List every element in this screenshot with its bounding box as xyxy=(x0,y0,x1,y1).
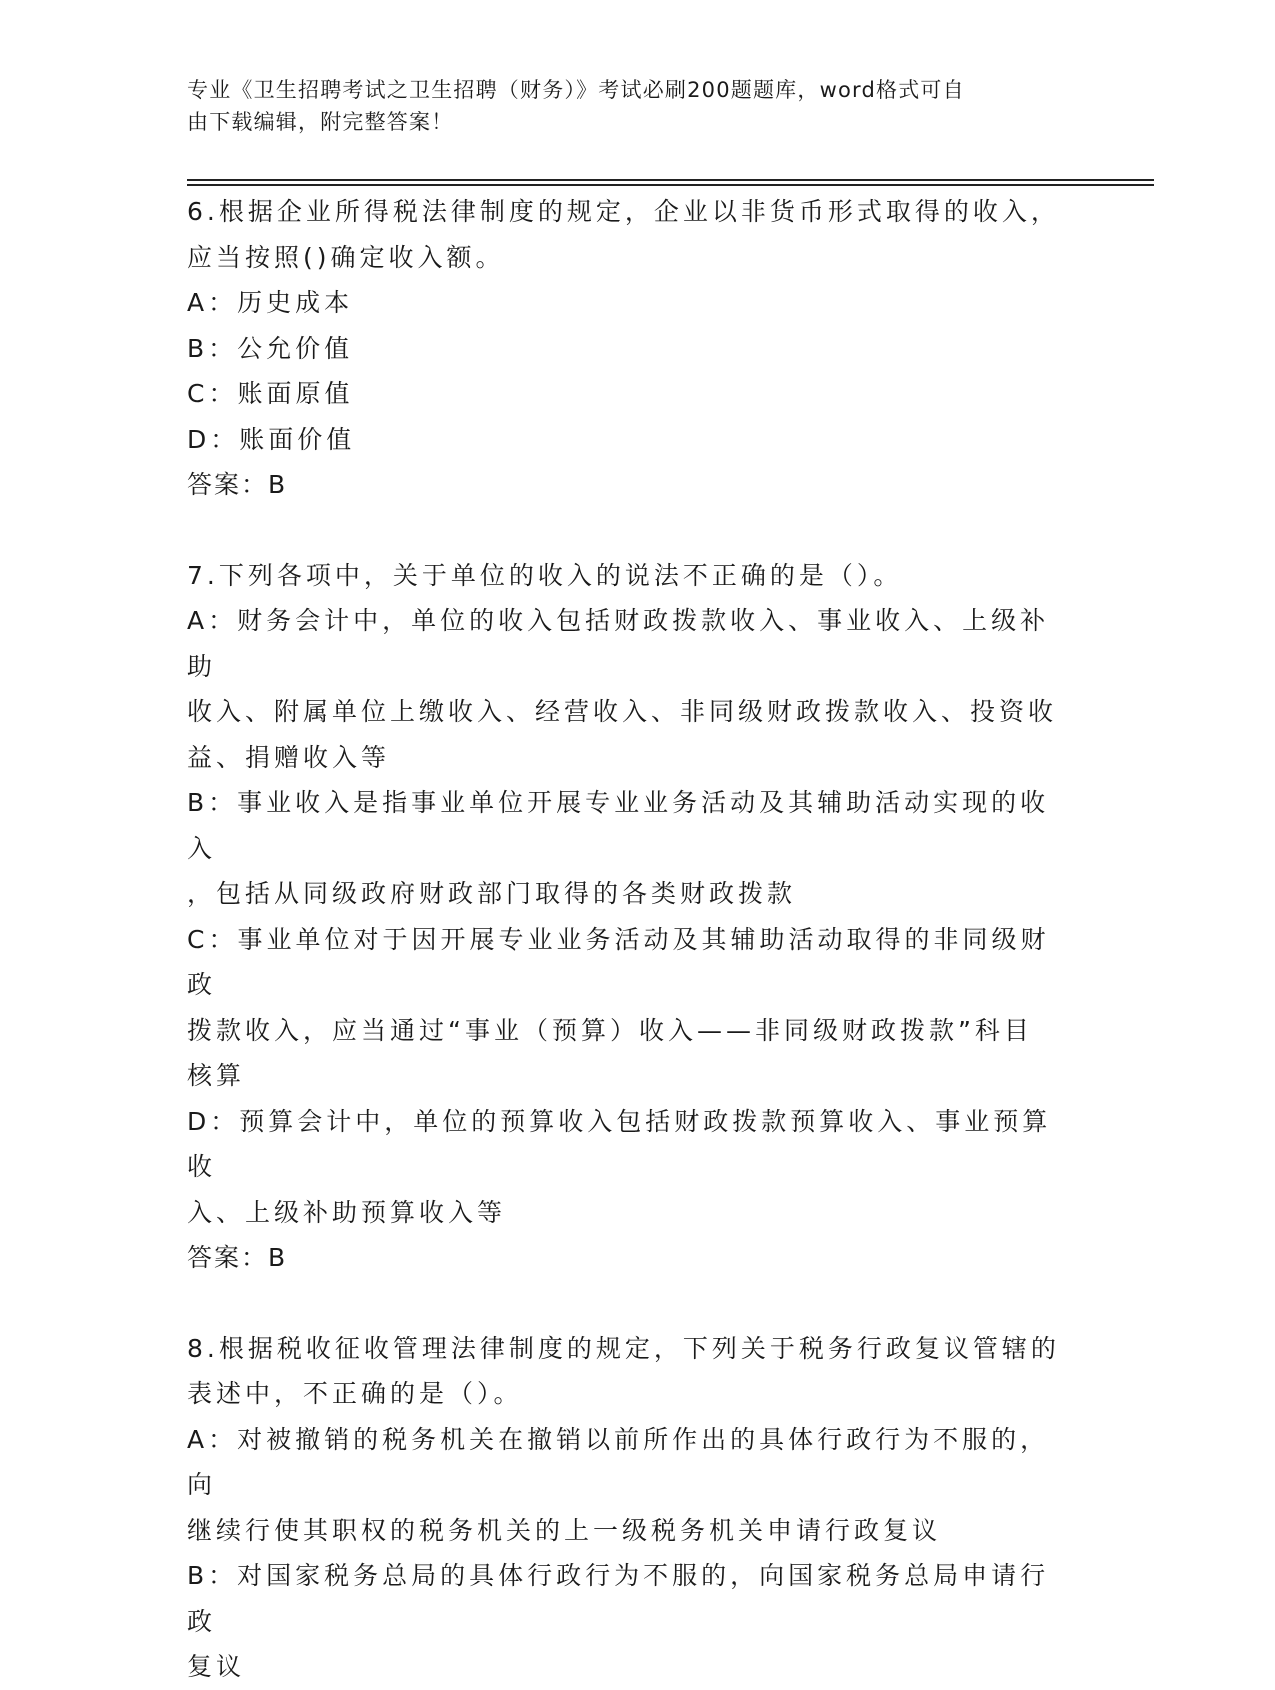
question-list xyxy=(187,189,1077,1690)
option-a: A：财务会计中，单位的收入包括财政拨款收入、事业收入、上级补助 收入、附属单位上缴收入、经营收入、非同级财政拨款收入、投资收 益、捐赠收入等 xyxy=(187,606,1058,772)
header-rule-top xyxy=(187,179,1154,181)
question-stem: 6.根据企业所得税法律制度的规定，企业以非货币形式取得的收入， 应当按照()确定收入额。 xyxy=(187,197,1060,272)
question-6 xyxy=(187,189,1077,508)
document-header: 专业《卫生招聘考试之卫生招聘（财务）》考试必刷200题题库，word格式可自 由下载编辑，附完整答案！ xyxy=(187,78,965,134)
option-c: C：事业单位对于因开展专业业务活动及其辅助活动取得的非同级财政 拨款收入，应当通过“事业（预算）收入——非同级财政拨款”科目 核算 xyxy=(187,924,1050,1090)
answer-label: 答案：B xyxy=(187,470,288,499)
option-b: B：事业收入是指事业单位开展专业业务活动及其辅助活动实现的收入 ，包括从同级政府财政部门取得的各类财政拨款 xyxy=(187,788,1050,908)
option-a: A：历史成本 xyxy=(187,288,354,317)
answer-label: 答案：B xyxy=(187,1243,288,1272)
question-stem: 7.下列各项中，关于单位的收入的说法不正确的是（）。 xyxy=(187,560,903,590)
header-rule-bottom xyxy=(187,184,1154,186)
option-b: B：公允价值 xyxy=(187,333,354,363)
question-8 xyxy=(187,1326,1077,1690)
question-7 xyxy=(187,553,1077,1281)
option-b: B：对国家税务总局的具体行政行为不服的，向国家税务总局申请行政 复议 xyxy=(187,1561,1050,1681)
question-stem: 8.根据税收征收管理法律制度的规定，下列关于税务行政复议管辖的 表述中，不正确的是（）。 xyxy=(187,1333,1060,1408)
option-d: D：账面价值 xyxy=(187,424,356,454)
option-c: C：账面原值 xyxy=(187,379,354,408)
option-a: A：对被撤销的税务机关在撤销以前所作出的具体行政行为不服的，向 继续行使其职权的税务机关的上一级税务机关申请行政复议 xyxy=(187,1424,1050,1545)
option-d: D：预算会计中，单位的预算收入包括财政拨款预算收入、事业预算收 入、上级补助预算收入等 xyxy=(187,1106,1052,1227)
